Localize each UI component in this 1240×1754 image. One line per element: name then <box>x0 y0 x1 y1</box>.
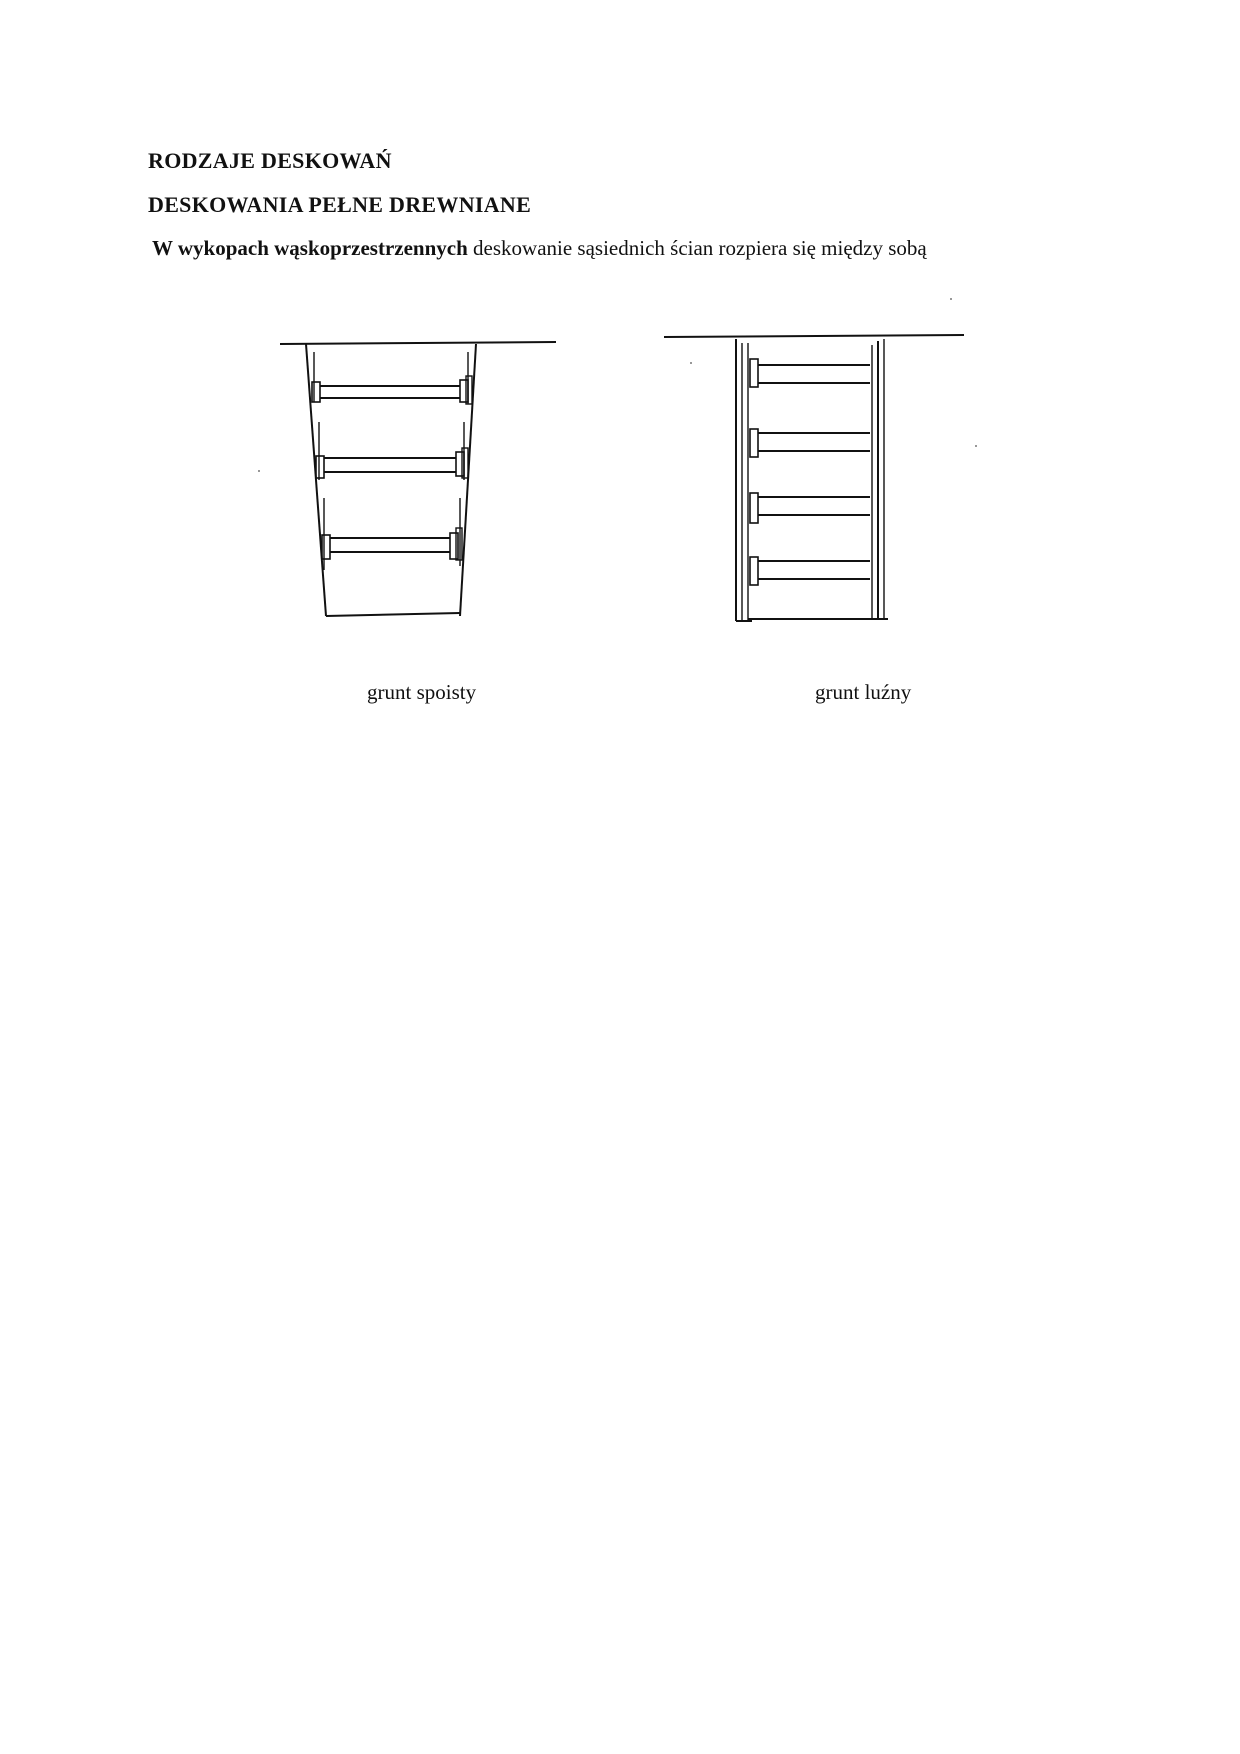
page-title: RODZAJE DESKOWAŃ <box>148 148 392 173</box>
intro-emphasis: W wykopach wąskoprzestrzennych <box>152 236 468 260</box>
left-wall <box>306 344 326 616</box>
right-wall <box>870 339 888 619</box>
strut-1 <box>750 359 870 387</box>
intro-paragraph <box>152 236 927 261</box>
section-heading: DESKOWANIA PEŁNE DREWNIANE <box>148 192 532 217</box>
trench-bottom <box>326 613 460 616</box>
caption-loose-soil: grunt luźny <box>815 680 912 704</box>
scan-speck <box>258 470 260 472</box>
cohesive-soil-trench-drawing <box>270 330 570 630</box>
caption-cohesive-soil: grunt spoisty <box>367 680 477 704</box>
scan-speck <box>975 445 977 447</box>
strut-3 <box>322 528 462 560</box>
scan-speck <box>690 362 692 364</box>
scan-speck <box>950 298 952 300</box>
ground-line <box>664 335 964 337</box>
strut-3 <box>750 493 870 523</box>
strut-2 <box>750 429 870 457</box>
strut-4 <box>750 557 870 585</box>
ground-line <box>280 342 556 344</box>
strut-2 <box>316 448 468 478</box>
intro-text: deskowanie sąsiednich ścian rozpiera się między sobą <box>467 236 927 260</box>
strut-1 <box>312 376 472 404</box>
loose-soil-trench-drawing <box>660 325 980 630</box>
